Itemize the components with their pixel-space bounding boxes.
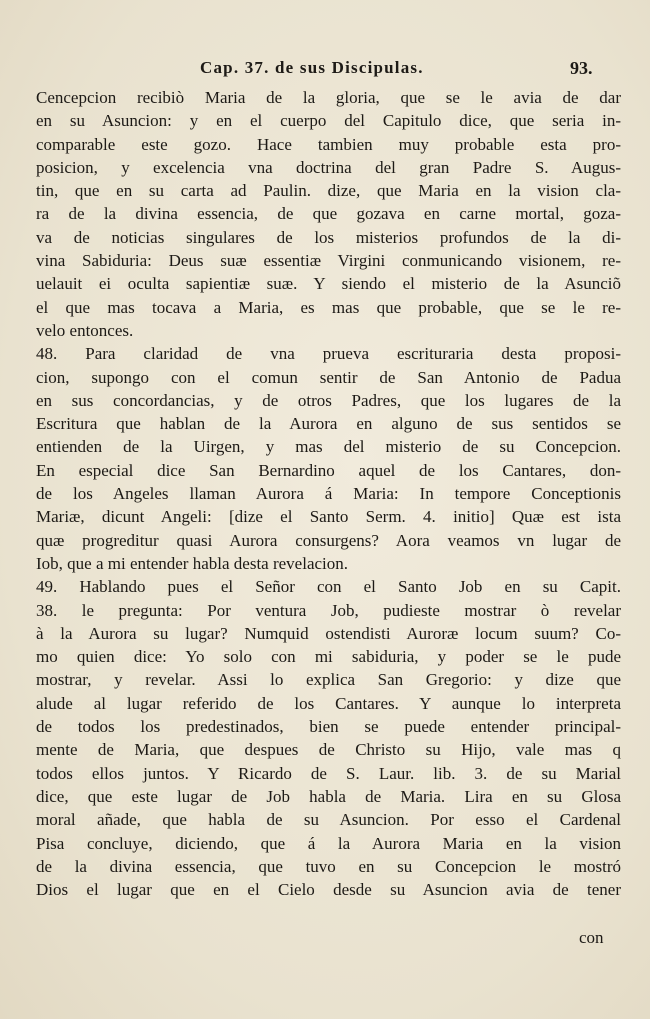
text-line: mo quien dice: Yo solo con mi sabiduria, y poder se le pude bbox=[36, 647, 621, 667]
text-line: Dios el lugar que en el Cielo desde su Asuncion avia de tener bbox=[36, 880, 621, 900]
running-header bbox=[0, 58, 650, 82]
text-line: alude al lugar referido de los Cantares. Y aunque lo interpreta bbox=[36, 693, 621, 713]
catchword: con bbox=[579, 928, 604, 947]
text-line: mostrar, y revelar. Assi lo explica San Gregorio: y dize que bbox=[36, 670, 621, 690]
text-line: Cencepcion recibiò Maria de la gloria, que se le avia de dar bbox=[36, 88, 621, 107]
text-line: 49. Hablando pues el Señor con el Santo Job en su Capit. bbox=[36, 577, 621, 597]
text-line: dice, que este lugar de Job habla de Maria. Lira en su Glosa bbox=[36, 786, 621, 806]
text-line: en su Asuncion: y en el cuerpo del Capitulo dice, que seria in- bbox=[36, 111, 621, 131]
text-line: ra de la divina essencia, de que gozava en carne mortal, goza- bbox=[36, 204, 621, 224]
chapter-title: Cap. 37. de sus Discipulas. bbox=[200, 58, 424, 77]
text-line: à la Aurora su lugar? Numquid ostendisti Auroræ locum suum? Co- bbox=[36, 623, 621, 643]
text-line: todos ellos juntos. Y Ricardo de S. Laur. lib. 3. de su Marial bbox=[36, 763, 621, 783]
text-line: comparable este gozo. Hace tambien muy probable esta pro- bbox=[36, 134, 621, 154]
text-line: 38. le pregunta: Por ventura Job, pudieste mostrar ò revelar bbox=[36, 600, 621, 620]
text-line: Mariæ, dicunt Angeli: [dize el Santo Serm. 4. initio] Quæ est ista bbox=[36, 507, 621, 527]
text-line: velo entonces. bbox=[36, 320, 134, 340]
text-line: de todos los predestinados, bien se puede entender principal- bbox=[36, 717, 621, 737]
text-line: 48. Para claridad de vna prueva escrituraria desta proposi- bbox=[36, 344, 621, 364]
page-number: 93. bbox=[570, 58, 593, 78]
text-line: el que mas tocava a Maria, es mas que probable, que se le re- bbox=[36, 297, 621, 317]
text-line: va de noticias singulares de los misterios profundos de la di- bbox=[36, 227, 621, 247]
text-line: mente de Maria, que despues de Christo su Hijo, vale mas q bbox=[36, 740, 621, 760]
text-line: entienden de la Uirgen, y mas del misterio de su Concepcion. bbox=[36, 437, 621, 457]
text-line: tin, que en su carta ad Paulin. dize, que Maria en la vision cla- bbox=[36, 181, 621, 201]
text-line: de los Angeles llaman Aurora á Maria: In tempore Conceptionis bbox=[36, 484, 621, 504]
text-line: uelauit ei oculta sapientiæ suæ. Y siendo el misterio de la Asunciõ bbox=[36, 274, 621, 294]
text-line: de la divina essencia, que tuvo en su Concepcion le mostró bbox=[36, 856, 621, 876]
text-line: En especial dice San Bernardino aquel de los Cantares, don- bbox=[36, 460, 621, 480]
text-line: quæ progreditur quasi Aurora consurgens? Aora veamos vn lugar de bbox=[36, 530, 621, 550]
text-line: moral añade, que habla de su Asuncion. Por esso el Cardenal bbox=[36, 810, 621, 830]
text-line: Iob, que a mi entender habla desta revelacion. bbox=[36, 553, 349, 573]
text-line: cion, supongo con el comun sentir de San Antonio de Padua bbox=[36, 367, 621, 387]
body-text bbox=[36, 86, 621, 901]
text-line: posicion, y excelencia vna doctrina del gran Padre S. Augus- bbox=[36, 157, 621, 177]
text-line: Pisa concluye, diciendo, que á la Aurora Maria en la vision bbox=[36, 833, 621, 853]
text-line: Escritura que hablan de la Aurora en alguno de sus sentidos se bbox=[36, 414, 621, 434]
text-line: vina Sabiduria: Deus suæ essentiæ Virgini conmunicando visionem, re- bbox=[36, 251, 621, 271]
text-line: en sus concordancias, y de otros Padres, que los lugares de la bbox=[36, 390, 621, 410]
